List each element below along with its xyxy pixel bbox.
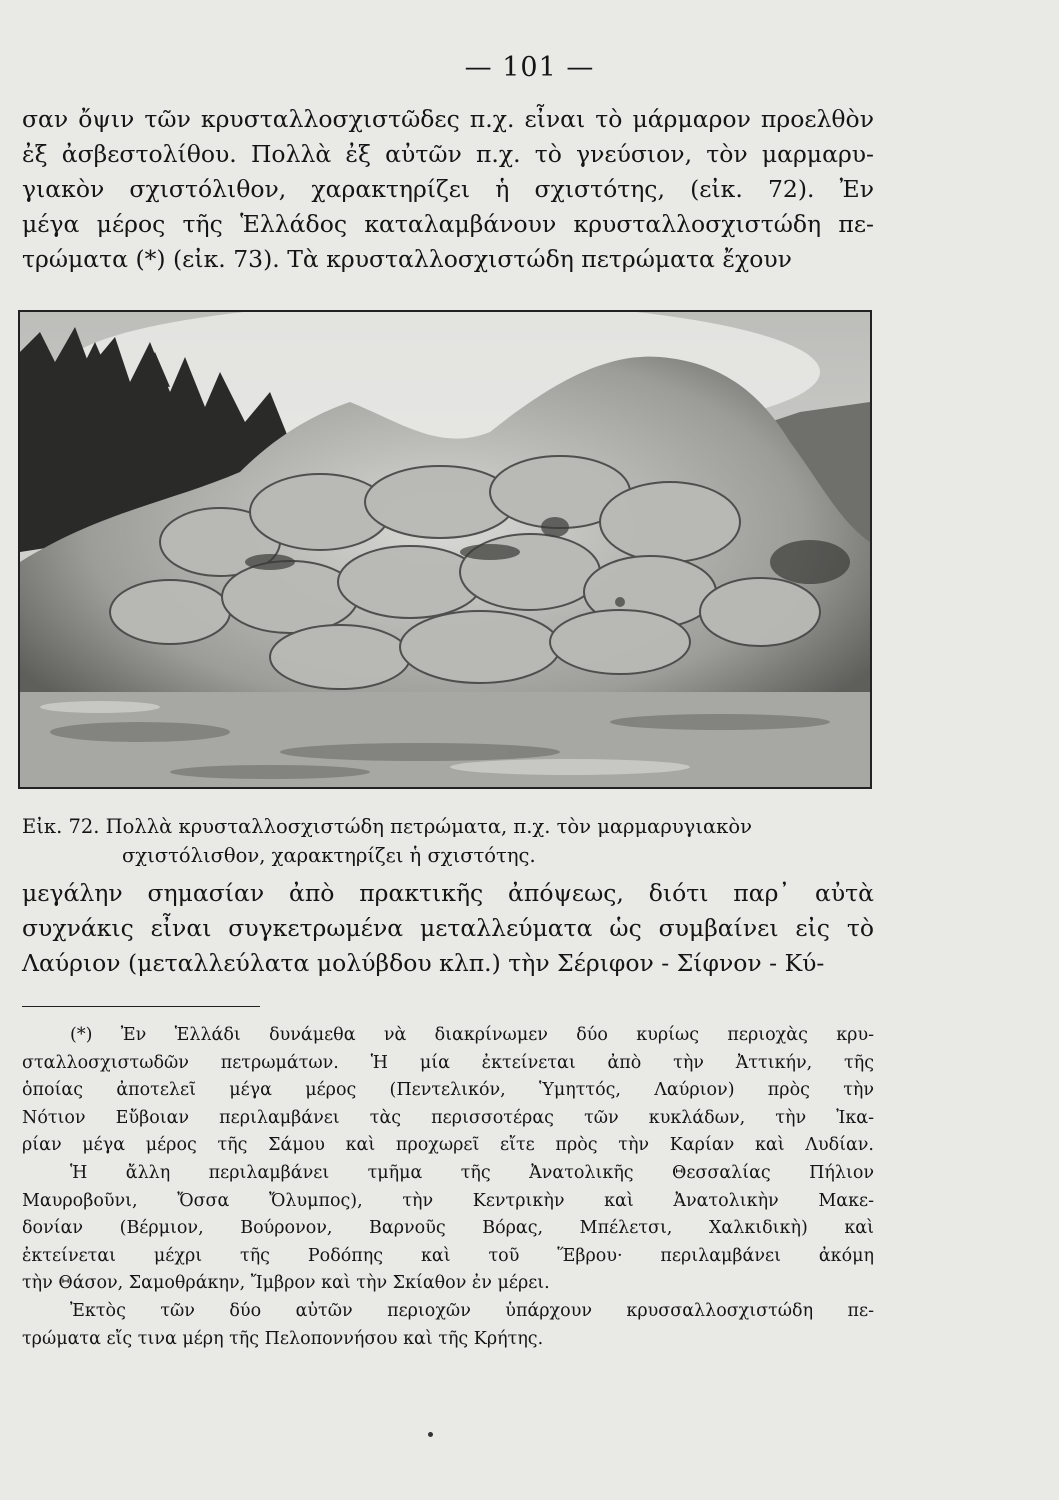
rock-formation-illustration (20, 312, 870, 787)
text-line: γιακὸν σχιστόλιθον, χαρακτηρίζει ἡ σχιστότης, (εἰκ. 72). Ἐν (22, 175, 874, 203)
paragraph-top (22, 102, 874, 277)
footnote-line: τὴν Θάσον, Σαμοθράκην, Ἴμβρον καὶ τὴν Σκίαθον ἐν μέρει. (22, 1273, 550, 1294)
figure-caption (22, 812, 882, 870)
footnote-line: ρίαν μέγα μέρος τῆς Σάμου καὶ προχωρεῖ εἴτε πρὸς τὴν Καρίαν καὶ Λυδίαν. (22, 1135, 874, 1156)
text-line: μέγα μέρος τῆς Ἑλλάδος καταλαμβάνουν κρυσταλλοσχιστώδη πε- (22, 210, 874, 238)
print-speck (428, 1432, 433, 1437)
footnote-line: τρώματα εἴς τινα μέρη τῆς Πελοποννήσου καὶ τῆς Κρήτης. (22, 1328, 544, 1349)
footnote-line: Ἡ ἄλλη περιλαμβάνει τμῆμα τῆς Ἀνατολικῆς Θεσσαλίας Πήλιον (70, 1162, 874, 1183)
footnote-line: ἐκτείνεται μέχρι τῆς Ροδόπης καὶ τοῦ Ἕβρου· περιλαμβάνει ἀκόμη (22, 1245, 874, 1266)
footnote-line: σταλλοσχιστωδῶν πετρωμάτων. Ἡ μία ἐκτείνεται ἀπὸ τὴν Ἀττικήν, τῆς (22, 1052, 874, 1073)
text-line: σαν ὄψιν τῶν κρυσταλλοσχιστῶδες π.χ. εἶναι τὸ μάρμαρον προελθὸν (22, 105, 874, 133)
text-line: τρώματα (*) (εἰκ. 73). Τὰ κρυσταλλοσχιστώδη πετρώματα ἔχουν (22, 245, 792, 273)
footnote-line: Νότιον Εὔβοιαν περιλαμβάνει τὰς περισσοτέρας τῶν κυκλάδων, τὴν Ἰκα- (22, 1107, 874, 1128)
text-line: Λαύριον (μεταλλεύλατα μολύβδου κλπ.) τὴν Σέριφον - Σίφνον - Κύ- (22, 949, 825, 977)
text-line: συχνάκις εἶναι συγκετρωμένα μεταλλεύματα ὡς συμβαίνει εἰς τὸ (22, 914, 874, 942)
footnote-line: Ἐκτὸς τῶν δύο αὐτῶν περιοχῶν ὑπάρχουν κρυσσαλλοσχιστώδη πε- (70, 1300, 874, 1321)
figure-photo-rock-formation (18, 310, 872, 789)
text-line: ἐξ ἀσβεστολίθου. Πολλὰ ἐξ αὐτῶν π.χ. τὸ γνεύσιον, τὸν μαρμαρυ- (22, 140, 874, 168)
footnote-separator (22, 1006, 260, 1007)
footnote-line: (*) Ἐν Ἑλλάδι δυνάμεθα νὰ διακρίνωμεν δύο κυρίως περιοχὰς κρυ- (70, 1025, 874, 1045)
footnote (22, 1022, 874, 1353)
footnote-line: ὁποίας ἀποτελεῖ μέγα μέρος (Πεντελικόν, Ὑμηττός, Λαύριον) πρὸς τὴν (22, 1080, 874, 1101)
footnote-line: δονίαν (Βέρμιον, Βούρονον, Βαρνοῦς Βόρας, Μπέλετσι, Χαλκιδικὴ) καὶ (22, 1218, 874, 1239)
footnote-line: Μαυροβοῦνι, Ὄσσα Ὄλυμπος), τὴν Κεντρικὴν καὶ Ἀνατολικὴν Μακε- (22, 1190, 874, 1211)
caption-line: Εἰκ. 72. Πολλὰ κρυσταλλοσχιστώδη πετρώματα, π.χ. τὸν μαρμαρυγιακὸν (22, 815, 752, 838)
page-number: — 101 — (464, 52, 595, 83)
paragraph-middle (22, 876, 874, 981)
caption-line: σχιστόλισθον, χαρακτηρίζει ἡ σχιστότης. (122, 844, 536, 867)
text-line: μεγάλην σημασίαν ἀπὸ πρακτικῆς ἀπόψεως, διότι παρ᾽ αὐτὰ (22, 879, 874, 907)
